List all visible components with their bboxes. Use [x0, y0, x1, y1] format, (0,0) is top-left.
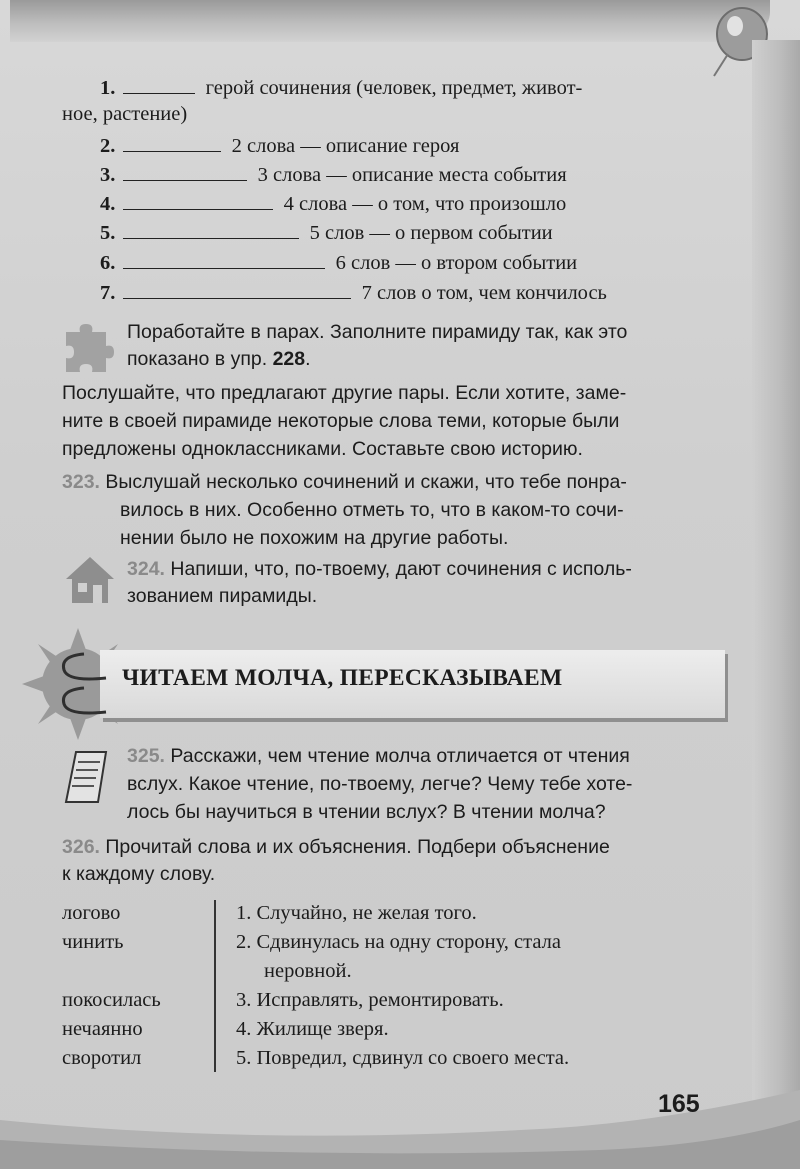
definition-item: 5. Повредил, сдвинул со своего места.: [236, 1047, 570, 1069]
exercise-text: Напиши, что, по-твоему, дают сочинения с исполь-: [170, 558, 632, 580]
definition-item: 3. Исправлять, ремонтировать.: [236, 989, 504, 1011]
pyramid-text: 5 слов — о первом событии: [309, 222, 553, 244]
pyramid-line-4: [100, 191, 566, 216]
pyramid-line-1: [100, 75, 582, 100]
pair-task-text: показано в упр.: [127, 348, 273, 370]
word-item: покосилась: [62, 989, 161, 1011]
word-item: чинить: [62, 931, 124, 953]
exercise-324-line-2: зованием пирамиды.: [127, 585, 318, 607]
column-divider: [214, 900, 216, 1072]
pyramid-num: 3.: [100, 164, 116, 186]
definition-item: 1. Случайно, не желая того.: [236, 902, 477, 924]
answer-blank[interactable]: [123, 220, 299, 239]
ring-binder-icon: [56, 648, 112, 722]
pyramid-text: герой сочинения (человек, предмет, живот-: [205, 77, 583, 99]
puzzle-icon: [62, 322, 114, 376]
word-item: своротил: [62, 1047, 142, 1069]
pyramid-line-1-cont: [62, 103, 187, 126]
pyramid-num: 7.: [100, 282, 116, 304]
pyramid-line-7: [100, 280, 607, 305]
listen-line-2: ните в своей пирамиде некоторые слова теми, которые были: [62, 410, 620, 432]
exercise-text: Расскажи, чем чтение молча отличается от чтения: [170, 745, 630, 767]
exercise-number: 326.: [62, 836, 100, 858]
house-icon: [64, 555, 116, 605]
pair-task-line-2: [127, 348, 311, 371]
answer-blank[interactable]: [123, 133, 221, 152]
exercise-number: 324.: [127, 558, 165, 580]
exercise-text: Выслушай несколько сочинений и скажи, что тебе понра-: [105, 471, 627, 493]
pyramid-text: 6 слов — о втором событии: [335, 252, 578, 274]
exercise-323-line-2: вилось в них. Особенно отметь то, что в каком-то сочи-: [120, 499, 624, 521]
answer-blank[interactable]: [123, 75, 195, 94]
answer-blank[interactable]: [123, 162, 247, 181]
definition-item: 2. Сдвинулась на одну сторону, стала: [236, 931, 561, 953]
pyramid-num: 5.: [100, 222, 116, 244]
exercise-text: Прочитай слова и их объяснения. Подбери объяснение: [105, 836, 610, 858]
definition-item-cont: неровной.: [264, 960, 352, 982]
pair-task-line-1: Поработайте в парах. Заполните пирамиду так, как это: [127, 321, 628, 343]
word-item: логово: [62, 902, 121, 924]
definition-item: 4. Жилище зверя.: [236, 1018, 389, 1040]
pyramid-text: 2 слова — описание героя: [231, 135, 460, 157]
pyramid-num: 6.: [100, 252, 116, 274]
pyramid-num: 4.: [100, 193, 116, 215]
pyramid-num: 1.: [100, 77, 116, 99]
pyramid-line-2: [100, 133, 459, 158]
word-item: нечаянно: [62, 1018, 143, 1040]
exercise-325-line-2: вслух. Какое чтение, по-твоему, легче? Чему тебе хоте-: [127, 773, 633, 795]
pair-task-text: .: [305, 348, 311, 370]
pyramid-line-3: [100, 162, 567, 187]
pyramid-num: 2.: [100, 135, 116, 157]
pyramid-line-5: [100, 220, 553, 245]
top-decor-band: [10, 0, 770, 42]
exercise-number: 323.: [62, 471, 100, 493]
exercise-324-line-1: [127, 558, 632, 581]
exercise-323-line-1: [62, 471, 627, 494]
answer-blank[interactable]: [123, 280, 351, 299]
pyramid-text: 3 слова — описание места события: [257, 164, 567, 186]
answer-blank[interactable]: [123, 191, 273, 210]
exercise-323-line-3: нении было не похожим на другие работы.: [120, 527, 509, 549]
scroll-icon: [62, 748, 112, 806]
page-number: 165: [658, 1090, 700, 1118]
listen-line-3: предложены одноклассниками. Составьте свою историю.: [62, 438, 583, 460]
exercise-325-line-1: [127, 745, 630, 768]
listen-line-1: Послушайте, что предлагают другие пары. Если хотите, заме-: [62, 382, 627, 404]
exercise-326-line-2: к каждому слову.: [62, 863, 216, 885]
exercise-325-line-3: лось бы научиться в чтении вслух? В чтении молча?: [127, 801, 606, 823]
pyramid-text: 4 слова — о том, что произошло: [283, 193, 567, 215]
pyramid-line-6: [100, 250, 577, 275]
right-page-curl: [752, 40, 800, 1169]
exercise-reference: 228: [272, 348, 306, 370]
exercise-326-line-1: [62, 836, 610, 859]
pyramid-text: ное, растение): [62, 103, 188, 125]
exercise-number: 325.: [127, 745, 165, 767]
section-title: ЧИТАЕМ МОЛЧА, ПЕРЕСКАЗЫВАЕМ: [122, 665, 563, 691]
answer-blank[interactable]: [123, 250, 325, 269]
pyramid-text: 7 слов о том, чем кончилось: [361, 282, 607, 304]
